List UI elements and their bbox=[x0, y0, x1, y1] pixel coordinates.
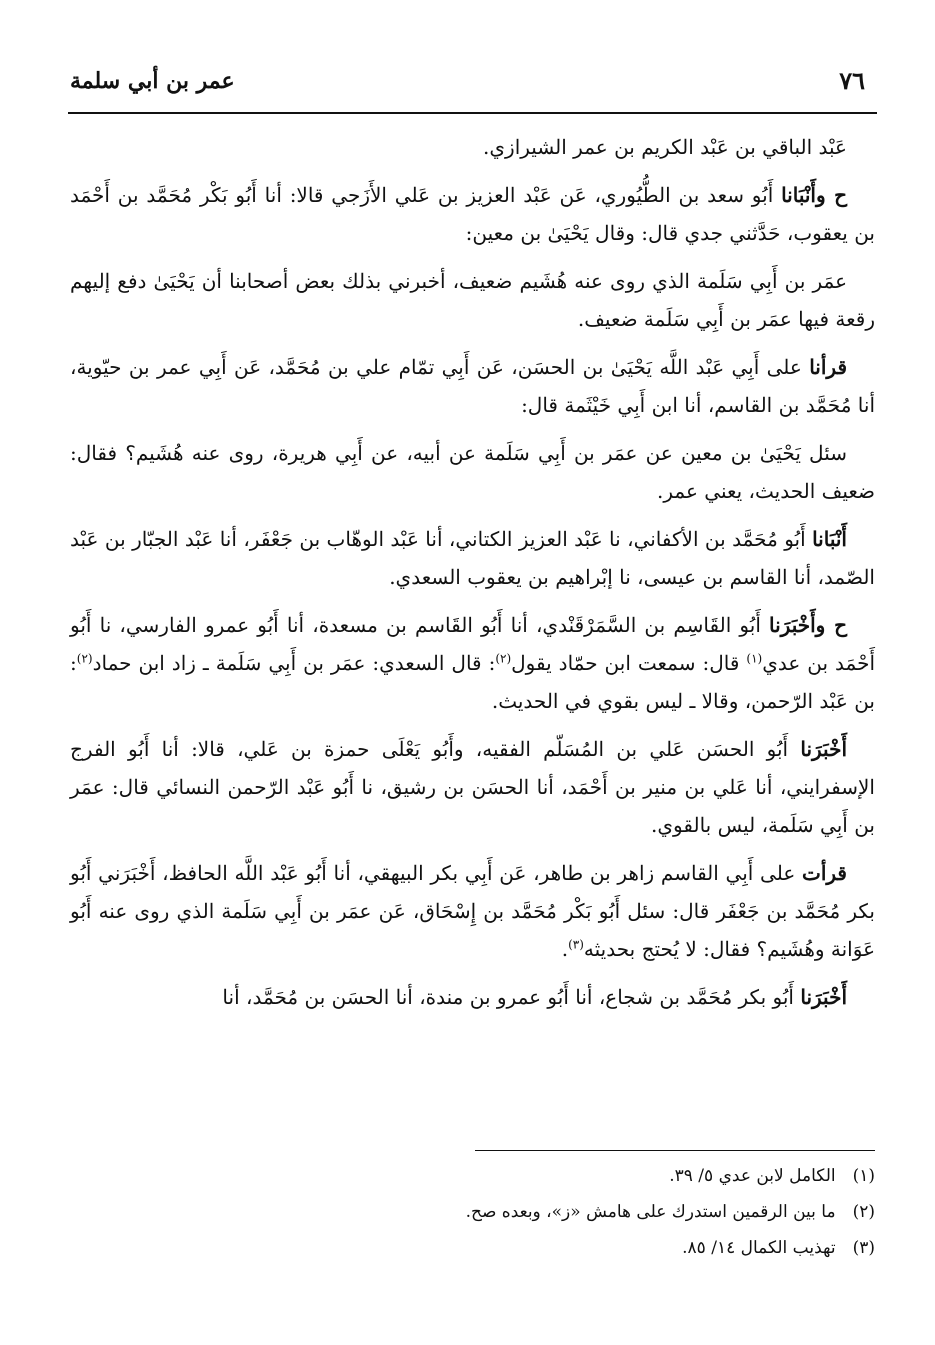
paragraph-text: : بن عَبْد الرّحمن، وقالا ـ ليس بقوي في الحديث. bbox=[70, 651, 875, 713]
footnote-text: ما بين الرقمين استدرك على هامش «ز»، وبعده صح. bbox=[465, 1202, 836, 1222]
paragraph-6 bbox=[70, 520, 875, 596]
paragraph-lead: قرأت bbox=[802, 861, 847, 885]
paragraph-9 bbox=[70, 854, 875, 968]
main-text bbox=[70, 128, 875, 1026]
footnote-2 bbox=[70, 1194, 875, 1230]
paragraph-text: أَبُو الحسَن عَلي بن المُسَلّم الفقيه، وأَبُو يَعْلَى حمزة بن عَلي، قالا: أنا أَبُو الفرج الإسفرايني، أنا عَلي بن منير بن أَحْمَد، أنا الحسَن بن رشيق، نا أَبُو عَبْد الرّحمن النسائي قال: عمَر بن أَبِي سَلَمة، ليس بالقوي. bbox=[70, 737, 875, 837]
paragraph-lead: ح وأَنْبَانا bbox=[781, 183, 847, 207]
footnote-text: تهذيب الكمال ١٤/ ٨٥. bbox=[682, 1238, 836, 1258]
paragraph-text: أَبُو سعد بن الطُّيُوري، عَن عَبْد العزيز بن عَلي الأَزَجي قالا: أنا أَبُو بَكْر مُحَمَّد بن أَحْمَد بن يعقوب، حَدَّثني جدي قال: وقال يَحْيَىٰ بن معين: bbox=[70, 183, 875, 245]
running-title: عمر بن أبي سلمة bbox=[70, 68, 235, 94]
footnote-ref-2b[interactable]: (٢) bbox=[76, 651, 93, 666]
paragraph-lead: أَنْبَانا bbox=[812, 527, 847, 551]
paragraph-10 bbox=[70, 978, 875, 1016]
paragraph-lead: قرأنا bbox=[809, 355, 847, 379]
footnote-3 bbox=[70, 1230, 875, 1266]
paragraph-text: أَبُو القَاسِم بن السَّمَرْقَنْدي، أنا أَبُو القَاسم بن مسعدة، أنا أَبُو عمرو الفارسي، نا أَبُو أَحْمَد بن عدي bbox=[70, 613, 876, 675]
paragraph-text: : قال السعدي: عمَر بن أَبِي سَلَمة ـ زاد ابن حماد bbox=[92, 651, 496, 675]
paragraph-text: أَبُو بكر مُحَمَّد بن شجاع، أنا أَبُو عمرو بن مندة، أنا الحسَن بن مُحَمَّد، أنا bbox=[222, 985, 801, 1009]
paragraph-text: على أَبِي عَبْد اللَّه يَحْيَىٰ بن الحسَن، عَن أَبِي تمّام علي بن مُحَمَّد، عَن أَبِي عمر بن حيّوية، أنا مُحَمَّد بن القاسم، أنا ابن أَبِي خَيْثَمة قال: bbox=[70, 355, 875, 417]
header-rule bbox=[68, 112, 877, 114]
footnote-number: (٣) bbox=[852, 1238, 875, 1258]
paragraph-5 bbox=[70, 434, 875, 510]
paragraph-lead: أَخْبَرَنا bbox=[800, 985, 847, 1009]
paragraph-text: . bbox=[561, 937, 569, 961]
paragraph-text: سئل يَحْيَىٰ بن معين عن عمَر بن أَبِي سَلَمة عن أبيه، عن أَبِي هريرة، روى عنه هُشَيم؟ فقال: ضعيف الحديث، يعني عمر. bbox=[70, 441, 875, 503]
footnote-1 bbox=[70, 1158, 875, 1194]
footnote-ref-1[interactable]: (١) bbox=[746, 651, 763, 666]
paragraph-text: أَبُو مُحَمَّد بن الأكفاني، نا عَبْد العزيز الكتاني، أنا عَبْد الوهّاب بن جَعْفَر، أنا عَبْد الجبّار بن عَبْد الصّمد، أنا القاسم بن عيسى، نا إبْراهيم بن يعقوب السعدي. bbox=[70, 527, 875, 589]
paragraph-text: عَبْد الباقي بن عَبْد الكريم بن عمر الشيرازي. bbox=[483, 135, 847, 159]
paragraph-2 bbox=[70, 176, 875, 252]
paragraph-4 bbox=[70, 348, 875, 424]
paragraph-text: عمَر بن أَبِي سَلَمة الذي روى عنه هُشَيم ضعيف، أخبرني بذلك بعض أصحابنا أن يَحْيَىٰ دفع إليهم رقعة فيها عمَر بن أَبِي سَلَمة ضعيف. bbox=[70, 269, 875, 331]
footnote-ref-3[interactable]: (٣) bbox=[568, 937, 584, 952]
paragraph-7 bbox=[70, 606, 875, 720]
footnote-number: (٢) bbox=[852, 1202, 875, 1222]
footnote-number: (١) bbox=[852, 1166, 875, 1186]
paragraph-3 bbox=[70, 262, 875, 338]
paragraph-1 bbox=[70, 128, 875, 166]
page-number: ٧٦ bbox=[839, 66, 865, 95]
footnote-ref-2[interactable]: (٢) bbox=[495, 651, 512, 666]
paragraph-lead: ح وأَخْبَرَنا bbox=[769, 613, 847, 637]
footnotes bbox=[70, 1158, 875, 1266]
paragraph-8 bbox=[70, 730, 875, 844]
footnote-rule bbox=[475, 1150, 875, 1151]
footnote-text: الكامل لابن عدي ٥/ ٣٩. bbox=[669, 1166, 836, 1186]
paragraph-lead: أَخْبَرَنا bbox=[800, 737, 847, 761]
paragraph-text: قال: سمعت ابن حمّاد يقول bbox=[511, 651, 747, 675]
paragraph-text: على أَبِي القاسم زاهر بن طاهر، عَن أَبِي بكر البيهقي، أنا أَبُو عَبْد اللَّه الحافظ، أَخْبَرَني أَبُو بكر مُحَمَّد بن جَعْفَر قال: سئل أَبُو بَكْر مُحَمَّد بن إِسْحَاق، عَن عمَر بن أَبِي سَلَمة الذي روى عنه أَبُو عَوَانة وهُشَيم؟ فقال: لا يُحتج بحديثه bbox=[70, 861, 875, 961]
